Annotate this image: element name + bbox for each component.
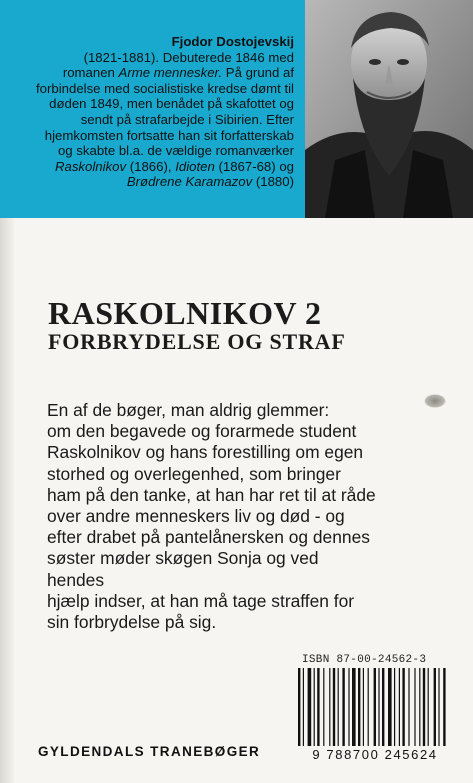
barcode-bar — [303, 668, 304, 746]
barcode-bar — [408, 668, 409, 746]
barcode-bar — [317, 668, 319, 746]
barcode-bar — [374, 668, 376, 746]
barcode-icon — [296, 668, 454, 748]
work-raskolnikov-year: (1866), — [126, 158, 176, 174]
barcode-bar — [438, 668, 439, 746]
barcode-bar — [414, 668, 415, 746]
paper-smudge — [424, 394, 446, 408]
barcode-bar — [434, 668, 436, 746]
barcode-bar — [329, 668, 330, 746]
barcode-number: 9 788700 245624 — [312, 747, 438, 762]
barcode-bar — [402, 668, 404, 746]
barcode-bar — [394, 668, 395, 746]
work-idioten-year: (1867-68) og — [214, 158, 294, 174]
barcode-bar — [428, 668, 429, 746]
barcode-bar — [358, 668, 360, 746]
barcode-bar — [308, 668, 312, 746]
work-karamazov: Brødrene Karamazov — [126, 174, 253, 190]
book-blurb: En af de bøger, man aldrig glemmer: om den begavede og forarmede student Raskolnikov og hans forestilling om egen storhed og overlegenhed, som bringer ham på den tanke, at han har ret til at råde over andre menneskers liv og død - og efter drabet på pantelånersken og dennes søster møder skøgen Sonja og ved hendes hjælp indser, at han må tage straffen for sin forbrydelse på sig. — [47, 400, 376, 633]
barcode-bar — [443, 668, 445, 746]
book-title-block — [48, 296, 448, 354]
book-subtitle: FORBRYDELSE OG STRAF — [48, 329, 346, 354]
author-bio-panel — [0, 0, 310, 218]
work-raskolnikov: Raskolnikov — [54, 158, 127, 174]
barcode-bar — [338, 668, 339, 746]
publisher-name: GYLDENDALS TRANEBØGER — [38, 744, 261, 759]
barcode-bar — [363, 668, 364, 746]
barcode-bar — [419, 668, 420, 746]
barcode-bar — [368, 668, 369, 746]
book-title: RASKOLNIKOV 2 — [48, 295, 322, 331]
barcode-bar — [298, 668, 300, 746]
barcode-bar — [388, 668, 392, 746]
barcode-bar — [342, 668, 344, 746]
barcode-bar — [423, 668, 425, 746]
debut-title: Arme mennesker. — [118, 65, 223, 81]
barcode-bar — [352, 668, 356, 746]
author-name: Fjodor Dostojevskij — [171, 34, 294, 49]
barcode-bar — [333, 668, 335, 746]
bio-text-1: Debuterede 1846 med romanen — [62, 49, 294, 81]
work-idioten: Idioten — [175, 158, 215, 174]
barcode-bar — [314, 668, 315, 746]
barcode-bar — [399, 668, 400, 746]
barcode-bar — [382, 668, 384, 746]
author-bio — [36, 34, 294, 190]
author-years: (1821-1881). — [83, 49, 160, 65]
bio-text-2: På grund af forbindelse med socialistiske kredse dømt til døden 1849, men benådet på skafottet og sendt på strafarbejde i Sibirien. Efter hjemkomsten fortsatte han sit forfatterskab og skabte bl.a. de vældige romanværker — [36, 65, 294, 159]
work-karamazov-year: (1880) — [252, 174, 294, 190]
barcode-bar — [348, 668, 349, 746]
barcode-bar — [323, 668, 324, 746]
isbn-label: ISBN 87-00-24562-3 — [302, 654, 427, 666]
author-portrait-icon — [305, 0, 473, 218]
barcode-bar — [378, 668, 379, 746]
